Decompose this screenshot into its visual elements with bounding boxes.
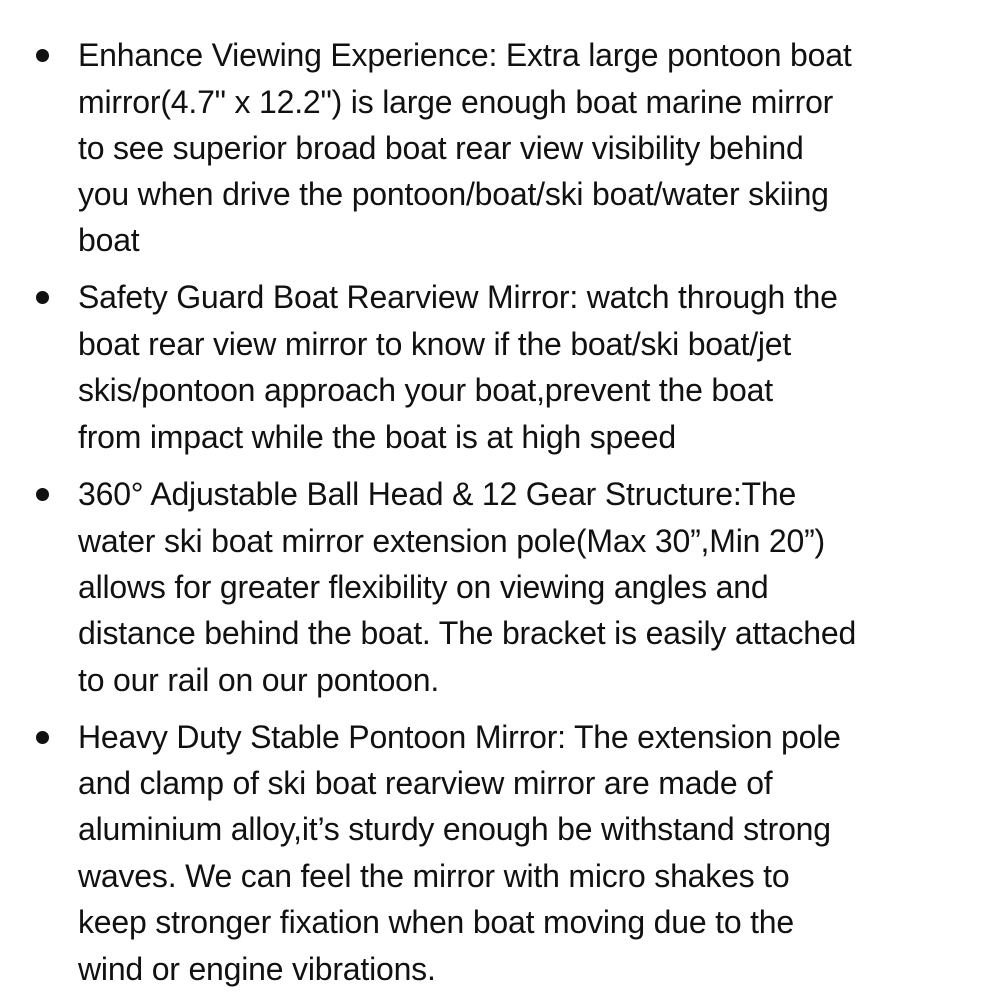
bullet-text-line: you when drive the pontoon/boat/ski boat/water skiing — [78, 176, 829, 212]
bullet-text-line: and clamp of ski boat rearview mirror are made of — [78, 765, 773, 801]
bullet-text-line: skis/pontoon approach your boat,prevent the boat — [78, 372, 773, 408]
bullet-dot-icon — [36, 731, 49, 744]
bullet-text-line: mirror(4.7" x 12.2") is large enough boat marine mirror — [78, 84, 834, 120]
bullet-dot-icon — [36, 488, 49, 501]
bullet-text-line: from impact while the boat is at high speed — [78, 419, 676, 455]
bullet-text-line: boat rear view mirror to know if the boat/ski boat/jet — [78, 326, 792, 362]
bullet-text-line: Heavy Duty Stable Pontoon Mirror: The extension pole — [78, 719, 841, 755]
bullet-text-line: distance behind the boat. The bracket is easily attached — [78, 615, 857, 651]
bullet-text-line: to our rail on our pontoon. — [78, 662, 440, 698]
bullet-text-line: allows for greater flexibility on viewing angles and — [78, 569, 769, 605]
bullet-text-line: Safety Guard Boat Rearview Mirror: watch through the — [78, 279, 838, 315]
bullet-text-line: aluminium alloy,it’s sturdy enough be withstand strong — [78, 811, 831, 847]
bullet-text-line: boat — [78, 222, 140, 258]
bullet-text-line: to see superior broad boat rear view visibility behind — [78, 130, 804, 166]
bullet-text-line: water ski boat mirror extension pole(Max 30”,Min 20”) — [78, 523, 826, 559]
bullet-dot-icon — [36, 49, 49, 62]
bullet-text-line: Enhance Viewing Experience: Extra large pontoon boat — [78, 37, 852, 73]
bullet-text-line: waves. We can feel the mirror with micro shakes to — [78, 858, 790, 894]
bullet-text-line: keep stronger ﬁxation when boat moving due to the — [78, 904, 794, 940]
bullet-text-line: wind or engine vibrations. — [78, 951, 436, 987]
bullet-dot-icon — [36, 291, 49, 304]
bullet-text-line: 360° Adjustable Ball Head & 12 Gear Structure:The — [78, 476, 797, 512]
